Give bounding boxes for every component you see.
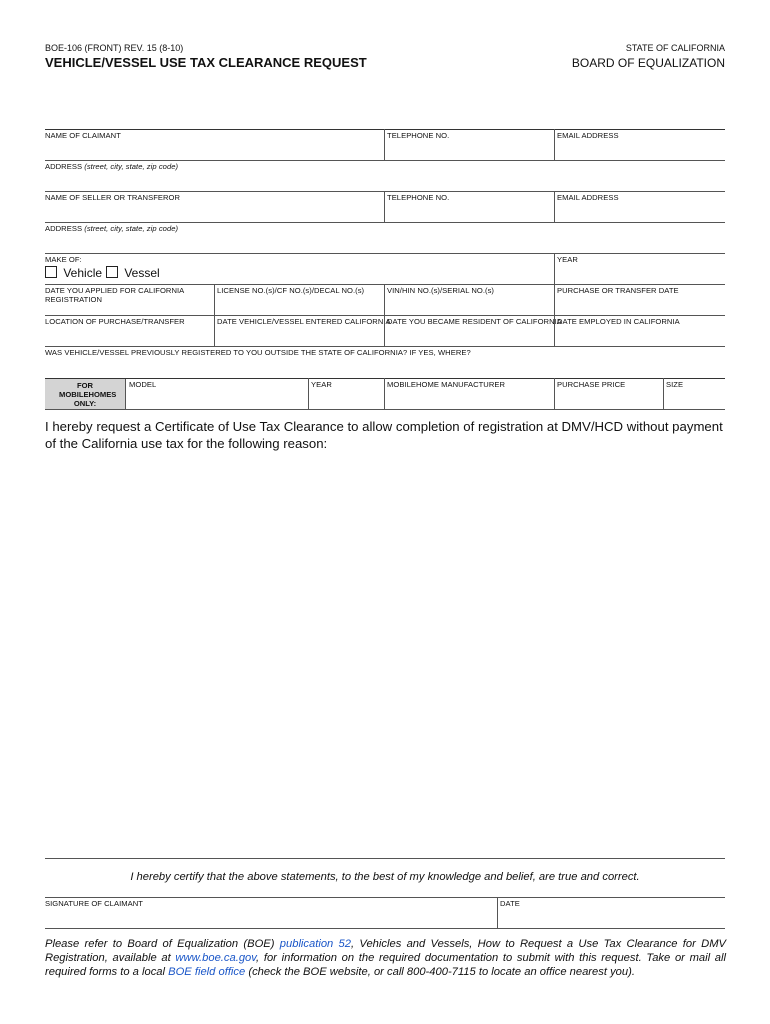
divider: [45, 897, 725, 898]
price-label: PURCHASE PRICE: [557, 380, 626, 389]
size-input[interactable]: [665, 390, 724, 408]
claimant-address-label: [45, 162, 178, 171]
divider: [214, 315, 215, 346]
divider: [384, 191, 385, 222]
divider: [384, 129, 385, 160]
claimant-name-field[interactable]: [46, 141, 382, 159]
seller-phone-input[interactable]: [386, 203, 552, 221]
date-employed-field[interactable]: [556, 327, 724, 345]
reason-textarea[interactable]: [45, 456, 729, 856]
location-field[interactable]: [46, 327, 212, 345]
signature-input[interactable]: [46, 909, 495, 927]
seller-address-field[interactable]: [46, 234, 724, 252]
vin-input[interactable]: [386, 296, 552, 314]
prev-registered-label: WAS VEHICLE/VESSEL PREVIOUSLY REGISTERED TO YOU OUTSIDE THE STATE OF CALIFORNIA? IF YES, WHERE?: [45, 348, 471, 357]
size-field[interactable]: [665, 390, 724, 408]
divider: [384, 284, 385, 315]
claimant-email-input[interactable]: [556, 141, 724, 159]
signature-date-field[interactable]: [499, 909, 724, 927]
divider: [554, 284, 555, 315]
seller-phone-label: TELEPHONE NO.: [387, 193, 450, 202]
license-input[interactable]: [216, 296, 382, 314]
date-applied-input[interactable]: [46, 303, 212, 314]
mh-year-label: YEAR: [311, 380, 332, 389]
footer-text-3: , for information on the required documentation to submit with this request. Take or mail all required forms to a local: [45, 952, 726, 978]
price-input[interactable]: [556, 390, 661, 408]
vessel-checkbox-option[interactable]: [106, 266, 160, 280]
publication-52-link[interactable]: publication 52: [279, 938, 352, 950]
size-label: SIZE: [666, 380, 684, 389]
prev-registered-field[interactable]: [46, 358, 724, 376]
divider: [45, 191, 725, 192]
boe-field-office-link[interactable]: BOE field office: [168, 966, 246, 978]
divider: [308, 378, 309, 409]
signature-label: SIGNATURE OF CLAIMANT: [45, 899, 143, 908]
divider: [45, 284, 725, 285]
seller-email-field[interactable]: [556, 203, 724, 221]
date-employed-input[interactable]: [556, 327, 724, 345]
divider: [45, 222, 725, 223]
divider: [214, 284, 215, 315]
year-input[interactable]: [556, 265, 724, 283]
model-label: MODEL: [129, 380, 157, 389]
divider: [497, 897, 498, 928]
vin-field[interactable]: [386, 296, 552, 314]
request-statement: I hereby request a Certificate of Use Tax Clearance to allow completion of registration at DMV/HCD without payment of the California use tax for the following reason:: [45, 419, 723, 451]
mobilehome-tag-text: FOR MOBILEHOMES ONLY:: [59, 381, 117, 408]
claimant-phone-label: TELEPHONE NO.: [387, 131, 450, 140]
mh-year-input[interactable]: [310, 390, 382, 408]
prev-registered-input[interactable]: [46, 358, 724, 376]
seller-name-field[interactable]: [46, 203, 382, 221]
claimant-email-label: EMAIL ADDRESS: [557, 131, 619, 140]
footer-text-4: (check the BOE website, or call 800-400-7115 to locate an office nearest you).: [245, 966, 635, 978]
seller-address-hint: (street, city, state, zip code): [84, 224, 179, 233]
divider: [554, 378, 555, 409]
divider: [554, 315, 555, 346]
divider: [45, 315, 725, 316]
divider: [45, 928, 725, 929]
claimant-name-label: NAME OF CLAIMANT: [45, 131, 121, 140]
vehicle-checkbox[interactable]: [45, 266, 57, 278]
divider: [554, 129, 555, 160]
date-entered-field[interactable]: [216, 327, 382, 345]
divider: [45, 253, 725, 254]
vessel-option-label: Vessel: [124, 266, 160, 280]
purchase-date-label: PURCHASE OR TRANSFER DATE: [557, 286, 679, 295]
manufacturer-label: MOBILEHOME MANUFACTURER: [387, 380, 506, 389]
claimant-address-input[interactable]: [46, 172, 724, 190]
seller-name-input[interactable]: [46, 203, 382, 221]
make-of-label: MAKE OF:: [45, 255, 82, 264]
footer-text-2: , Vehicles and Vessels, How to Request a Use Tax Clearance for DMV Registration, available at: [45, 938, 727, 964]
license-label: LICENSE NO.(s)/CF NO.(s)/DECAL NO.(s): [217, 286, 365, 295]
divider: [45, 129, 725, 130]
agency-label: BOARD OF EQUALIZATION: [571, 56, 725, 70]
date-applied-label: DATE YOU APPLIED FOR CALIFORNIA REGISTRATION: [45, 286, 184, 304]
footer-text-1: Please refer to Board of Equalization (BOE): [45, 938, 280, 950]
seller-name-label: NAME OF SELLER OR TRANSFEROR: [45, 193, 181, 202]
year-field[interactable]: [556, 265, 724, 283]
signature-date-input[interactable]: [499, 909, 724, 927]
divider: [554, 253, 555, 284]
divider: [384, 315, 385, 346]
model-field[interactable]: [128, 390, 306, 408]
claimant-address-label-text: ADDRESS: [45, 162, 83, 171]
location-input[interactable]: [46, 327, 212, 345]
vin-label: VIN/HIN NO.(s)/SERIAL NO.(s): [387, 286, 495, 295]
mh-year-field[interactable]: [310, 390, 382, 408]
divider: [45, 378, 725, 379]
seller-email-input[interactable]: [556, 203, 724, 221]
seller-phone-field[interactable]: [386, 203, 552, 221]
date-entered-input[interactable]: [216, 327, 382, 345]
form-title: VEHICLE/VESSEL USE TAX CLEARANCE REQUEST: [45, 55, 367, 70]
date-resident-field[interactable]: [386, 327, 552, 345]
date-applied-field[interactable]: [46, 303, 212, 314]
date-label: DATE: [500, 899, 520, 908]
seller-email-label: EMAIL ADDRESS: [557, 193, 619, 202]
seller-address-label: [45, 224, 178, 233]
license-field[interactable]: [216, 296, 382, 314]
claimant-phone-field[interactable]: [386, 141, 552, 159]
divider: [663, 378, 664, 409]
model-input[interactable]: [128, 390, 306, 408]
purchase-date-field[interactable]: [556, 296, 724, 314]
vehicle-option-label: Vehicle: [63, 266, 103, 280]
claimant-address-field[interactable]: [46, 172, 724, 190]
seller-address-label-text: ADDRESS: [45, 224, 83, 233]
date-resident-label: DATE YOU BECAME RESIDENT OF CALIFORNIA: [387, 317, 562, 326]
location-label: LOCATION OF PURCHASE/TRANSFER: [45, 317, 185, 326]
divider: [45, 409, 725, 410]
claimant-phone-input[interactable]: [386, 141, 552, 159]
form-id: BOE-106 (FRONT) REV. 15 (8-10): [45, 43, 184, 53]
vehicle-checkbox-option[interactable]: [45, 266, 102, 280]
price-field[interactable]: [556, 390, 661, 408]
date-entered-label: DATE VEHICLE/VESSEL ENTERED CALIFORNIA: [217, 317, 391, 326]
manufacturer-input[interactable]: [386, 390, 552, 408]
divider: [384, 378, 385, 409]
purchase-date-input[interactable]: [556, 296, 724, 314]
divider: [45, 858, 725, 859]
footer-note: [45, 937, 726, 979]
claimant-name-input[interactable]: [46, 141, 382, 159]
signature-field[interactable]: [46, 909, 495, 927]
divider: [45, 346, 725, 347]
state-label: STATE OF CALIFORNIA: [625, 43, 725, 53]
divider: [554, 191, 555, 222]
claimant-email-field[interactable]: [556, 141, 724, 159]
vessel-checkbox[interactable]: [106, 266, 118, 278]
year-label: YEAR: [557, 255, 578, 264]
boe-website-link[interactable]: www.boe.ca.gov: [175, 952, 257, 964]
claimant-address-hint: (street, city, state, zip code): [84, 162, 179, 171]
seller-address-input[interactable]: [46, 234, 724, 252]
manufacturer-field[interactable]: [386, 390, 552, 408]
date-resident-input[interactable]: [386, 327, 552, 345]
certify-statement: I hereby certify that the above statements, to the best of my knowledge and belief, are true and correct.: [130, 871, 640, 883]
divider: [45, 160, 725, 161]
date-employed-label: DATE EMPLOYED IN CALIFORNIA: [557, 317, 680, 326]
